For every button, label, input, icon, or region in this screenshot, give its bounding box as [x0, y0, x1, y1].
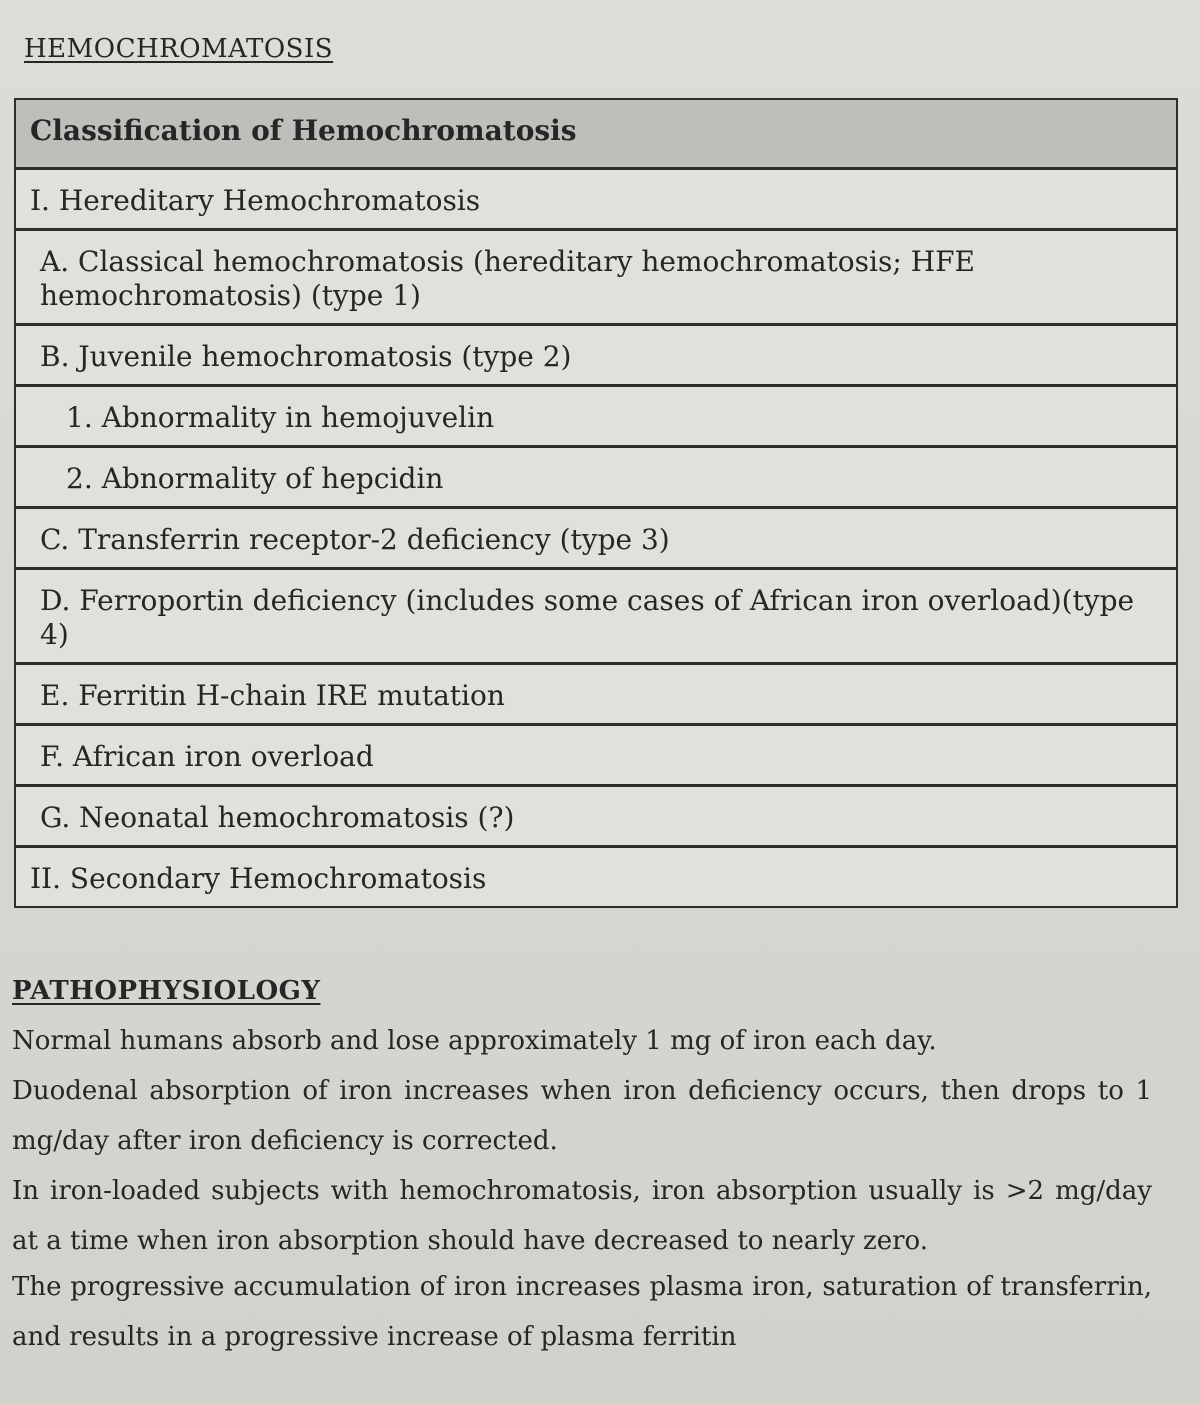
- section-heading-hemochromatosis: HEMOCHROMATOSIS: [24, 34, 334, 64]
- table-row: 2. Abnormality of hepcidin: [16, 448, 1176, 509]
- table-row: E. Ferritin H-chain IRE mutation: [16, 665, 1176, 726]
- table-row: B. Juvenile hemochromatosis (type 2): [16, 326, 1176, 387]
- table-header: Classification of Hemochromatosis: [16, 100, 1176, 170]
- table-row: A. Classical hemochromatosis (hereditary hemochromatosis; HFE hemochromatosis) (type 1): [16, 231, 1176, 326]
- table-row: II. Secondary Hemochromatosis: [16, 848, 1176, 906]
- classification-table: [14, 98, 1178, 908]
- table-row: I. Hereditary Hemochromatosis: [16, 170, 1176, 231]
- section-heading-pathophysiology: PATHOPHYSIOLOGY: [12, 976, 321, 1006]
- table-row: G. Neonatal hemochromatosis (?): [16, 787, 1176, 848]
- table-row: D. Ferroportin deficiency (includes some cases of African iron overload)(type 4): [16, 570, 1176, 665]
- table-row: F. African iron overload: [16, 726, 1176, 787]
- paragraph: In iron-loaded subjects with hemochromatosis, iron absorption usually is >2 mg/day at a time when iron absorption should have decreased to nearly zero.: [12, 1176, 1152, 1256]
- paragraph: The progressive accumulation of iron increases plasma iron, saturation of transferrin, and results in a progressive increase of plasma ferritin: [12, 1272, 1152, 1352]
- table-row: C. Transferrin receptor-2 deficiency (type 3): [16, 509, 1176, 570]
- table-row: 1. Abnormality in hemojuvelin: [16, 387, 1176, 448]
- paragraph: Normal humans absorb and lose approximately 1 mg of iron each day.: [12, 1026, 937, 1056]
- paragraph: Duodenal absorption of iron increases when iron deficiency occurs, then drops to 1 mg/day after iron deficiency is corrected.: [12, 1076, 1152, 1156]
